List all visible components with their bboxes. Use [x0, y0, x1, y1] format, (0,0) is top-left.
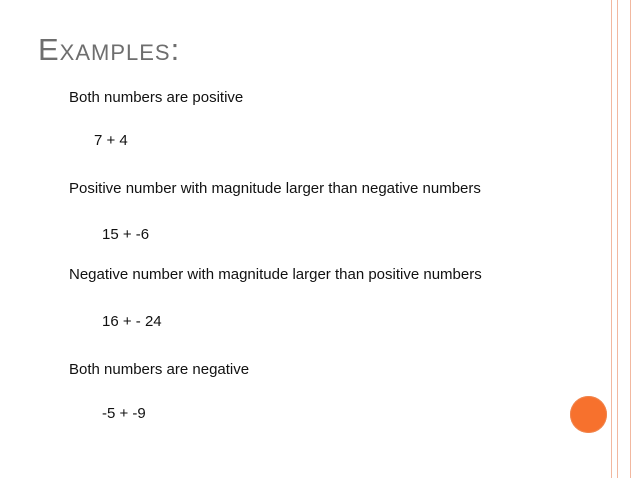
example-expression-line: 7 + 4: [94, 132, 128, 149]
right-border-line: [611, 0, 612, 478]
decorative-orange-circle: [570, 396, 607, 433]
example-expression-line: 15 + -6: [102, 226, 150, 243]
example-expression-line: 16 + - 24: [102, 313, 162, 330]
example-description-line: Both numbers are positive: [69, 89, 244, 106]
example-description-line: Both numbers are negative: [69, 361, 250, 378]
example-description-line: Negative number with magnitude larger than positive numbers: [69, 266, 482, 283]
right-border-line: [617, 0, 618, 478]
example-description-line: Positive number with magnitude larger than negative numbers: [69, 180, 481, 197]
right-border-line: [630, 0, 631, 478]
slide-title: Examples:: [38, 32, 181, 67]
example-expression-line: -5 + -9: [102, 405, 146, 422]
